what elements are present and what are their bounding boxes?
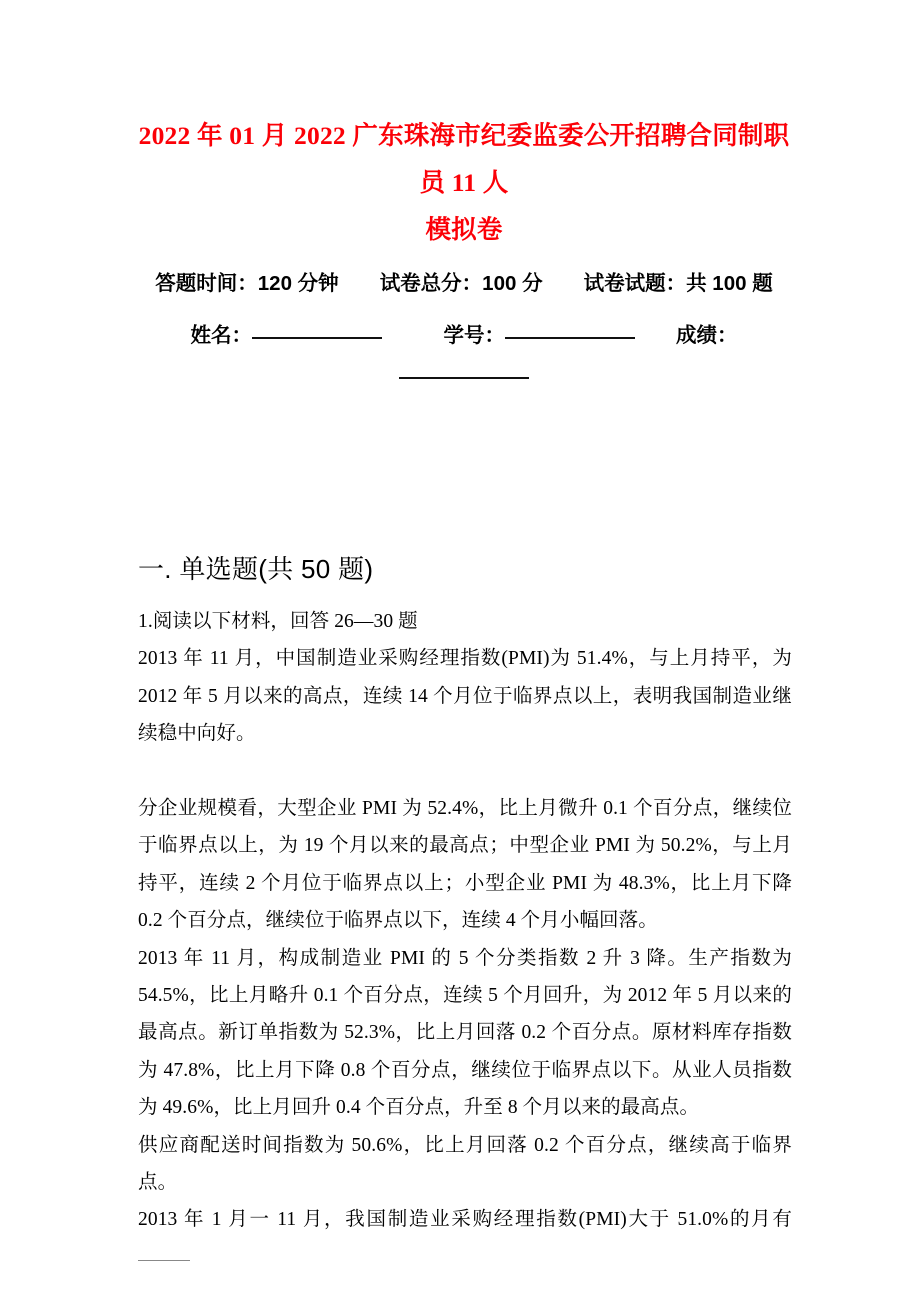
score-blank[interactable] xyxy=(399,377,529,379)
material-paragraph: 供应商配送时间指数为 50.6%，比上月回落 0.2 个百分点，继续高于临界点。 xyxy=(138,1134,792,1194)
question-tail xyxy=(138,1201,792,1276)
paragraph-spacer xyxy=(138,753,792,790)
exam-duration-label: 答题时间：120 分钟 xyxy=(155,272,339,295)
name-label: 姓名： xyxy=(190,324,252,347)
score-blank-line xyxy=(138,364,790,388)
material-paragraph: 2013 年 11 月，构成制造业 PMI 的 5 个分类指数 2 升 3 降。生产指数为 54.5%，比上月略升 0.1 个百分点，连续 5 个月回升，为 2012 年 5 月以来的最高点。新订单指数为 52.3%，比上月回落 0.2 个百分点。原材料库存指数为 47.8%，比上月下降 0.8 个百分点，继续位于临界点以下。从业人员指数为 49.6%，比上月回升 0.4 个百分点，升至 8 个月以来的最高点。 xyxy=(138,947,792,1119)
exam-question-count-label: 试卷试题：共 100 题 xyxy=(583,272,773,295)
exam-info-line xyxy=(138,266,790,296)
title-line-2: 模拟卷 xyxy=(425,215,503,244)
name-blank[interactable] xyxy=(252,337,382,339)
question-tail-text: 2013 年 1 月一 11 月，我国制造业采购经理指数(PMI)大于 51.0%的月有 xyxy=(138,1209,792,1231)
student-id-blank[interactable] xyxy=(505,337,635,339)
student-fields-line xyxy=(138,318,790,348)
title-line-1: 2022 年 01 月 2022 广东珠海市纪委监委公开招聘合同制职员 11 人 xyxy=(138,121,790,197)
answer-blank[interactable] xyxy=(138,1260,190,1261)
question-stem: 1.阅读以下材料，回答 26—30 题 xyxy=(138,611,418,632)
section-heading: 一. 单选题(共 50 题) xyxy=(138,554,374,584)
material-paragraph: 分企业规模看，大型企业 PMI 为 52.4%，比上月微升 0.1 个百分点，继续位于临界点以上，为 19 个月以来的最高点；中型企业 PMI 为 50.2%，与上月持平，连续 2 个月位于临界点以上；小型企业 PMI 为 48.3%，比上月下降 0.2 个百分点，继续位于临界点以下，连续 4 个月小幅回落。 xyxy=(138,798,792,932)
question-body xyxy=(138,603,792,1276)
page-title xyxy=(138,112,790,253)
student-id-label: 学号： xyxy=(443,324,505,347)
exam-total-score-label: 试卷总分：100 分 xyxy=(379,272,543,295)
material-paragraph: 2013 年 11 月，中国制造业采购经理指数(PMI)为 51.4%，与上月持平，为 2012 年 5 月以来的高点，连续 14 个月位于临界点以上，表明我国制造业继续稳中向好。 xyxy=(138,648,792,745)
score-label: 成绩： xyxy=(676,324,738,347)
